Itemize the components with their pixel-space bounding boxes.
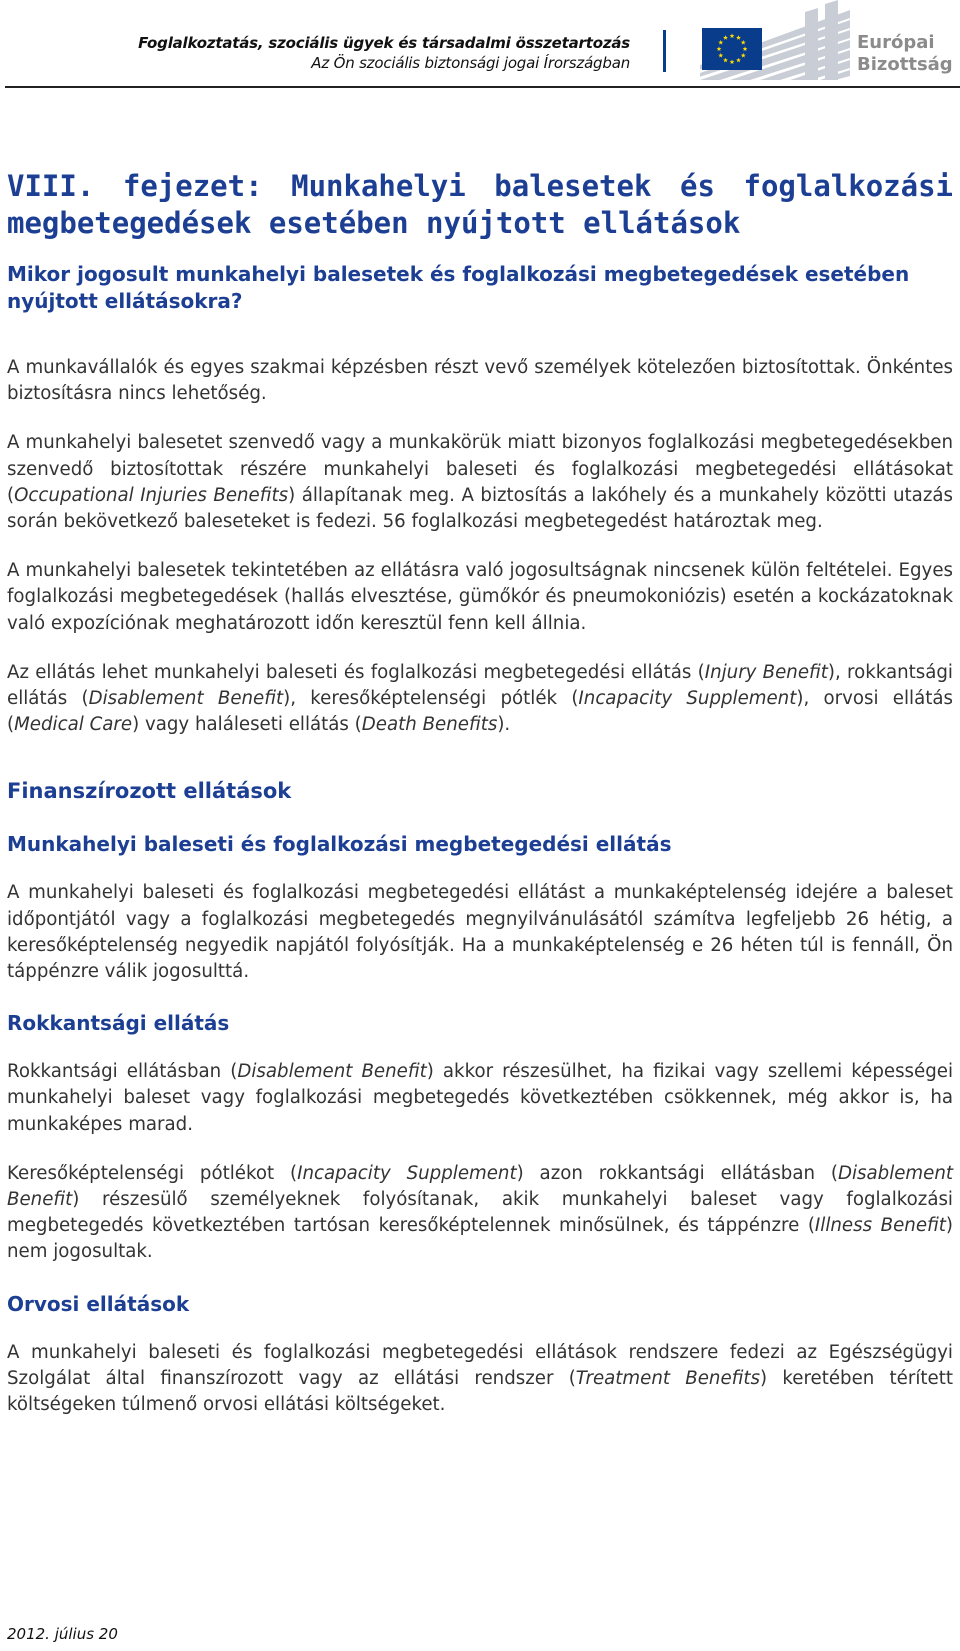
page-header bbox=[0, 0, 960, 88]
logo-wordmark: Európai Bizottság bbox=[857, 32, 953, 75]
eligibility-paragraph-2: A munkahelyi balesetet szenvedő vagy a munkakörük miatt bizonyos foglalkozási megbetegedésekben szenvedő biztosítottak részére munkahelyi baleseti és foglalkozási megbetegedési ellátásokat (Occupational Injuries Benefits) állapítanak meg. A biztosítás a lakóhely és a munkahely közötti utazás során bekövetkező baleseteket is fedezi. 56 foglalkozási megbetegedést határoztak meg. bbox=[7, 432, 953, 533]
header-rule bbox=[5, 86, 960, 88]
eligibility-heading: Mikor jogosult munkahelyi balesetek és foglalkozási megbetegedések esetében nyújtott ellátásokra? bbox=[7, 262, 910, 313]
medical-care-heading: Orvosi ellátások bbox=[7, 1291, 190, 1316]
disablement-benefit-text-1: Rokkantsági ellátásban (Disablement Benefit) akkor részesülhet, ha fizikai vagy szellemi képességei munkahelyi baleset vagy foglalkozási megbetegedés következtében csökkennek, még akkor is, ha munkaképes marad. bbox=[7, 1061, 953, 1135]
financed-benefits-heading: Finanszírozott ellátások bbox=[7, 779, 292, 804]
page-content bbox=[7, 168, 953, 1418]
header-text bbox=[138, 33, 630, 73]
injury-benefit-text: A munkahelyi baleseti és foglalkozási megbetegedési ellátást a munkaképtelenség idejére a baleset időpontjától vagy a foglalkozási megbetegedés megnyilvánulásától számítva legfeljebb 26 hétig, a keresőképtelenség negyedik napjától folyósítják. Ha a munkaképtelenség e 26 héten túl is fennáll, Ön táppénzre válik jogosulttá. bbox=[7, 882, 953, 983]
chapter-title: VIII. fejezet: Munkahelyi balesetek és foglalkozási megbetegedések esetében nyújtott ellátások bbox=[7, 169, 953, 240]
medical-care-text: A munkahelyi baleseti és foglalkozási megbetegedési ellátások rendszere fedezi az Egészségügyi Szolgálat által finanszírozott vagy az ellátási rendszer (Treatment Benefits) keretében térített költségeken túlmenő orvosi ellátási költségeket. bbox=[7, 1341, 953, 1416]
eligibility-paragraph-1: A munkavállalók és egyes szakmai képzésben részt vevő személyek kötelezően biztosítottak. Önkéntes biztosításra nincs lehetőség. bbox=[7, 357, 953, 405]
disablement-benefit-text-2: Keresőképtelenségi pótlékot (Incapacity Supplement) azon rokkantsági ellátásban (Disablement Benefit) részesülő személyeknek folyósítanak, akik munkahelyi baleset vagy foglalkozási megbetegedés következtében tartósan keresőképtelennek minősülnek, és táppénzre (Illness Benefit) nem jogosultak. bbox=[7, 1162, 953, 1263]
header-title: Foglalkoztatás, szociális ügyek és társadalmi összetartozás bbox=[138, 34, 630, 52]
injury-benefit-heading: Munkahelyi baleseti és foglalkozási megbetegedési ellátás bbox=[7, 832, 672, 857]
header-divider bbox=[663, 30, 666, 72]
footer-date: 2012. július 20 bbox=[7, 1625, 118, 1643]
eligibility-paragraph-3: A munkahelyi balesetek tekintetében az ellátásra való jogosultságnak nincsenek külön feltételei. Egyes foglalkozási megbetegedések (hallás elvesztése, gümőkór és pneumokoniózis) esetén a kockázatoknak való expozíciónak meghatározott időn keresztül fenn kell állnia. bbox=[7, 560, 953, 634]
eligibility-paragraph-4: Az ellátás lehet munkahelyi baleseti és foglalkozási megbetegedési ellátás (Injury Benefit), rokkantsági ellátás (Disablement Benefit), keresőképtelenségi pótlék (Incapacity Supplement), orvosi ellátás (Medical Care) vagy haláleseti ellátás (Death Benefits). bbox=[7, 661, 953, 736]
disablement-benefit-heading: Rokkantsági ellátás bbox=[7, 1011, 230, 1036]
header-subtitle: Az Ön szociális biztonsági jogai Írországban bbox=[311, 54, 630, 72]
